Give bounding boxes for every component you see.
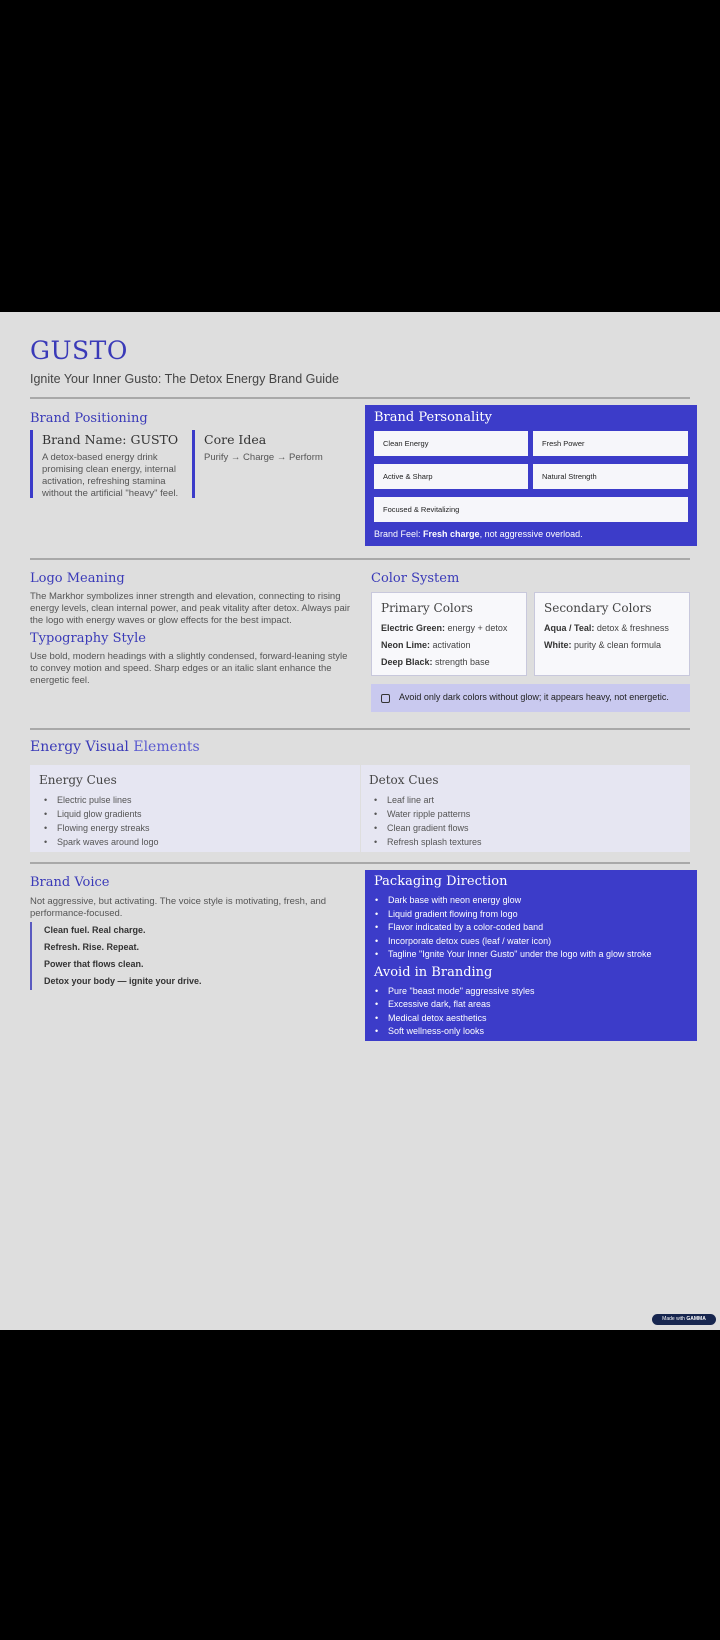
color-note	[371, 684, 690, 712]
detox-cues-panel	[361, 765, 690, 852]
voice-taglines	[30, 922, 202, 990]
voice-line: Refresh. Rise. Repeat.	[44, 942, 140, 952]
personality-chip: Clean Energy	[374, 431, 528, 456]
positioning-heading: Brand Positioning	[30, 411, 148, 426]
voice-heading: Brand Voice	[30, 875, 110, 890]
list-item: • Electric pulse lines	[44, 793, 360, 807]
primary-colors-card	[371, 592, 527, 676]
list-item: • Pure "beast mode" aggressive styles	[375, 985, 697, 999]
list-item: • Medical detox aesthetics	[375, 1012, 697, 1026]
personality-chip: Natural Strength	[533, 464, 688, 489]
avoid-heading: Avoid in Branding	[374, 964, 493, 980]
brand-name-block	[30, 430, 180, 498]
color-row: Neon Lime: activation	[381, 640, 471, 650]
color-row: Deep Black: strength base	[381, 657, 490, 667]
packaging-heading: Packaging Direction	[374, 874, 508, 889]
voice-line: Clean fuel. Real charge.	[44, 925, 146, 935]
colors-heading: Color System	[371, 571, 460, 586]
personality-heading: Brand Personality	[374, 410, 492, 425]
voice-text: Not aggressive, but activating. The voice style is motivating, fresh, and performance-focused.	[30, 896, 327, 919]
color-row: Electric Green: energy + detox	[381, 623, 508, 633]
voice-line: Power that flows clean.	[44, 959, 144, 969]
brand-guide-page	[0, 312, 720, 1330]
packaging-panel	[365, 870, 697, 1041]
color-note-text: Avoid only dark colors without glow; it appears heavy, not energetic.	[399, 692, 669, 702]
list-item: • Spark waves around logo	[44, 835, 360, 849]
divider	[30, 862, 690, 864]
made-with-badge[interactable]: Made with GAMMA	[652, 1314, 716, 1325]
list-item: • Tagline "Ignite Your Inner Gusto" under the logo with a glow stroke	[375, 948, 697, 962]
detox-cues-title: Detox Cues	[369, 773, 439, 787]
core-idea-text: Purify → Charge → Perform	[204, 452, 323, 463]
list-item: • Liquid gradient flowing from logo	[375, 908, 697, 922]
list-item: • Clean gradient flows	[374, 821, 690, 835]
visuals-heading: Energy Visual Elements	[30, 739, 200, 755]
page-subtitle: Ignite Your Inner Gusto: The Detox Energy Brand Guide	[30, 372, 339, 386]
secondary-colors-title: Secondary Colors	[544, 601, 652, 615]
typography-text: Use bold, modern headings with a slightly condensed, forward-leaning style to convey motion and speed. Sharp edges or an italic slant enhance the energetic feel.	[30, 651, 348, 686]
list-item: • Leaf line art	[374, 793, 690, 807]
list-item: • Incorporate detox cues (leaf / water icon)	[375, 935, 697, 949]
typography-heading: Typography Style	[30, 631, 146, 646]
secondary-colors-card	[534, 592, 690, 676]
brand-feel: Brand Feel: Fresh charge, not aggressive overload.	[374, 529, 583, 539]
brand-name-title: Brand Name: GUSTO	[42, 432, 179, 447]
core-idea-title: Core Idea	[204, 432, 267, 447]
brand-name-text: A detox-based energy drink promising clean energy, internal activation, refreshing stamina without the artificial "heavy" feel.	[42, 452, 179, 499]
personality-chip: Focused & Revitalizing	[374, 497, 688, 522]
list-item: • Flowing energy streaks	[44, 821, 360, 835]
personality-chip: Fresh Power	[533, 431, 688, 456]
list-item: • Liquid glow gradients	[44, 807, 360, 821]
list-item: • Water ripple patterns	[374, 807, 690, 821]
personality-chip: Active & Sharp	[374, 464, 528, 489]
list-item: • Refresh splash textures	[374, 835, 690, 849]
logo-heading: Logo Meaning	[30, 571, 125, 586]
voice-line: Detox your body — ignite your drive.	[44, 976, 202, 986]
color-row: White: purity & clean formula	[544, 640, 662, 650]
divider	[30, 397, 690, 399]
logo-text: The Markhor symbolizes inner strength and elevation, connecting to rising energy levels, clean internal power, and peak vitality after detox. Always pair the logo with energy waves or glow effects for the best impact.	[30, 591, 351, 626]
list-item: • Soft wellness-only looks	[375, 1025, 697, 1039]
primary-colors-title: Primary Colors	[381, 601, 473, 615]
note-icon	[381, 694, 390, 703]
divider	[30, 728, 690, 730]
list-item: • Excessive dark, flat areas	[375, 998, 697, 1012]
divider	[30, 558, 690, 560]
list-item: • Flavor indicated by a color-coded band	[375, 921, 697, 935]
color-row: Aqua / Teal: detox & freshness	[544, 623, 669, 633]
page-title: GUSTO	[30, 336, 128, 365]
energy-cues-title: Energy Cues	[39, 773, 117, 787]
list-item: • Dark base with neon energy glow	[375, 894, 697, 908]
core-idea-block	[192, 430, 352, 498]
personality-panel	[365, 405, 697, 546]
energy-cues-panel	[30, 765, 360, 852]
